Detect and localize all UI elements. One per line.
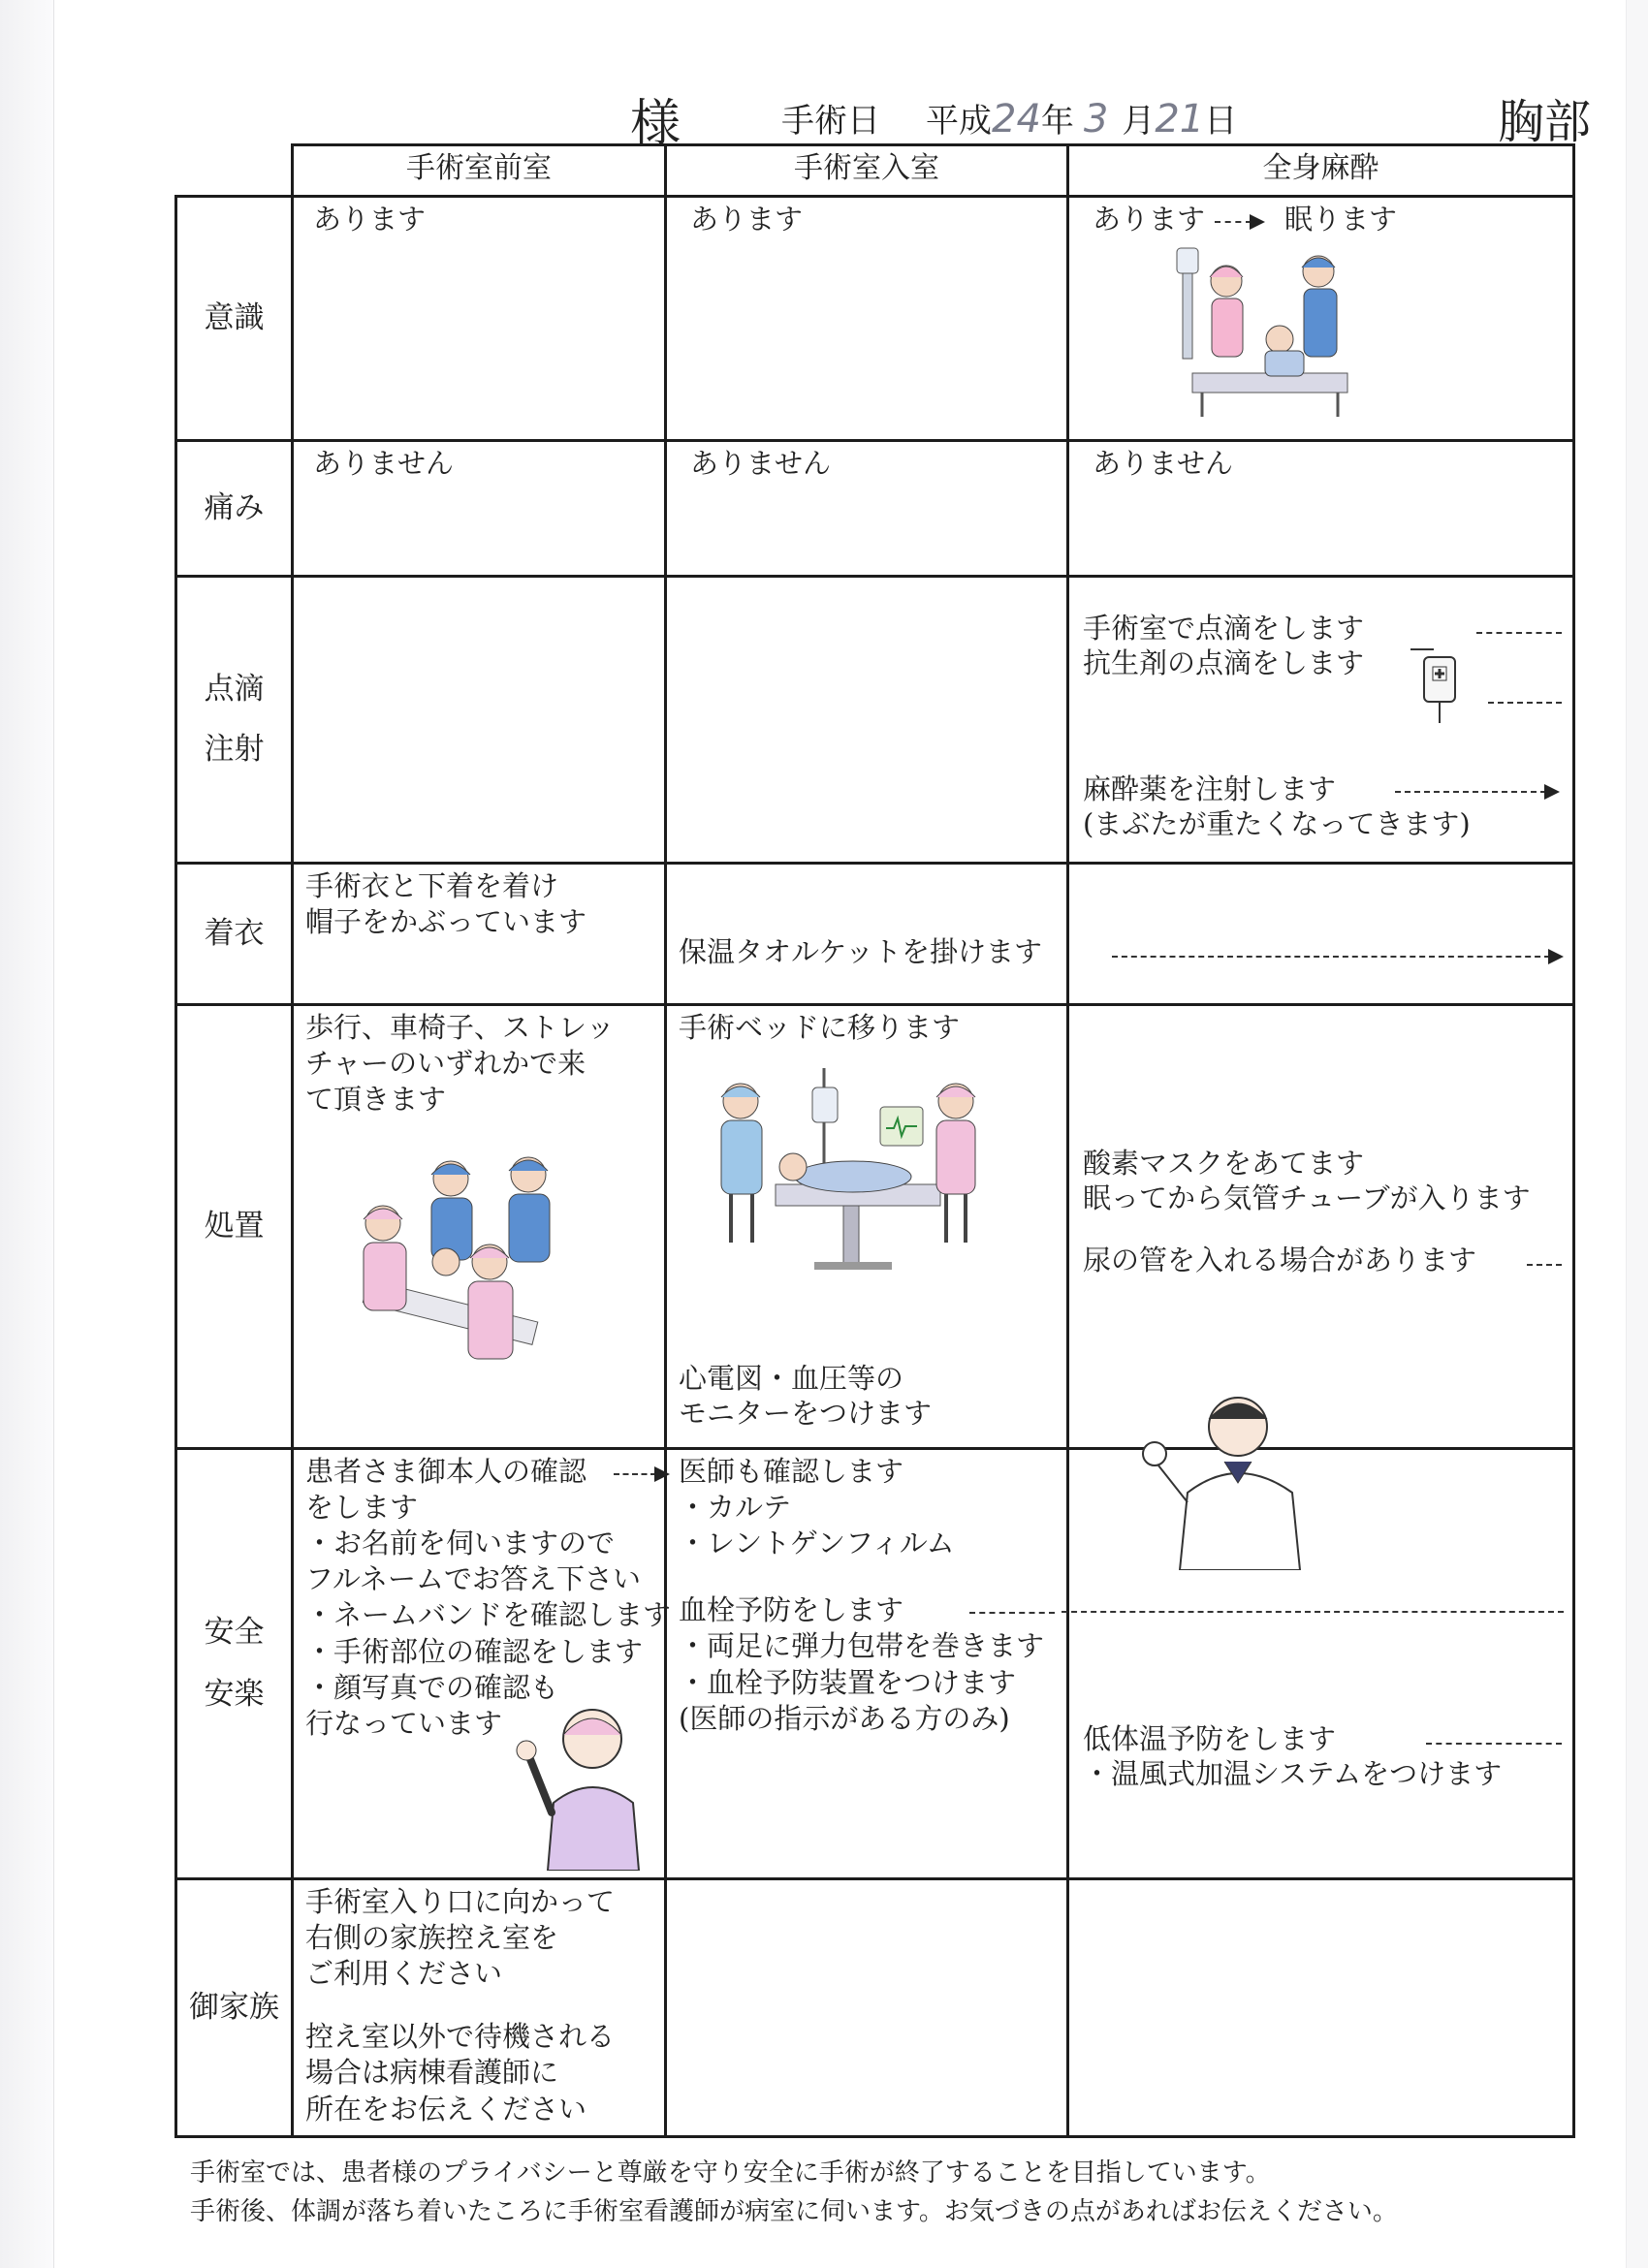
treatment-anesthesia: 酸素マスクをあてます 眠ってから気管チューブが入ります 尿の管を入れる場合があります — [1068, 1005, 1574, 1449]
treatment-room-entry: 手術ベッドに移ります 心電図・血圧等の モニターをつけます — [666, 1005, 1068, 1449]
page-right-edge — [1626, 0, 1648, 2268]
column-header-general-anesthesia: 全身麻酔 — [1068, 145, 1574, 197]
row-label-treatment: 処置 — [176, 1005, 293, 1449]
family-anteroom: 手術室入り口に向かって 右側の家族控え室を ご利用ください 控え室以外で待機される 場合は病棟看護師に 所在をお伝えください — [293, 1879, 666, 2137]
treatment-anteroom: 歩行、車椅子、ストレッ チャーのいずれかで来 て頂きます — [293, 1005, 666, 1449]
consciousness-anesthesia: あります 眠ります — [1068, 197, 1574, 441]
patient-name-suffix: 様 — [630, 95, 681, 153]
pain-room-entry: ありません — [666, 441, 1068, 577]
handwritten-month: 3 — [1083, 97, 1109, 142]
family-anesthesia — [1068, 1879, 1574, 2137]
infusion-anteroom — [293, 577, 666, 864]
row-label-safety-comfort: 安全 安楽 — [176, 1449, 293, 1879]
safety-anteroom: 患者さま御本人の確認 をします ・お名前を伺いますので フルネームでお答え下さい ・ネームバンドを確認します ・手術部位の確認をします ・顔写真での確認も 行なっています — [293, 1449, 666, 1879]
pain-anesthesia: ありません — [1068, 441, 1574, 577]
safety-anesthesia: 低体温予防をします ・温風式加温システムをつけます — [1068, 1449, 1574, 1879]
nurses-transfer-illustration — [344, 1146, 577, 1378]
page-left-edge — [0, 0, 54, 2268]
page-header — [0, 82, 1648, 153]
clothing-room-entry: 保温タオルケットを掛けます — [666, 864, 1068, 1005]
handwritten-day: 21 — [1155, 97, 1205, 142]
clothing-anteroom: 手術衣と下着を着け 帽子をかぶっています — [293, 864, 666, 1005]
surgery-date-label: 手術日 — [781, 102, 880, 141]
procedure-title-fragment: 胸部 — [1498, 95, 1592, 149]
row-label-clothing: 着衣 — [176, 864, 293, 1005]
infusion-room-entry — [666, 577, 1068, 864]
row-label-pain: 痛み — [176, 441, 293, 577]
column-header-anteroom: 手術室前室 — [293, 145, 666, 197]
row-label-family: 御家族 — [176, 1879, 293, 2137]
clothing-anesthesia — [1068, 864, 1574, 1005]
row-label-infusion-injection: 点滴 注射 — [176, 577, 293, 864]
consciousness-room-entry: あります — [666, 197, 1068, 441]
surgery-plan-table — [174, 143, 1572, 2138]
footer-note — [190, 2154, 1576, 2232]
infusion-anesthesia: 手術室で点滴をします 抗生剤の点滴をします 麻酔薬を注射します (まぶたが重たくなってきます) — [1068, 577, 1574, 864]
column-header-room-entry: 手術室入室 — [666, 145, 1068, 197]
corner-cell — [176, 145, 293, 197]
pain-anteroom: ありません — [293, 441, 666, 577]
surgery-date: 平成24年 3 月21日 — [926, 97, 1238, 142]
row-label-consciousness: 意識 — [176, 197, 293, 441]
iv-bag-icon — [1410, 644, 1469, 725]
safety-room-entry: 医師も確認します ・カルテ ・レントゲンフィルム 血栓予防をします ・両足に弾力包帯を巻きます ・血栓予防装置をつけます (医師の指示がある方のみ) — [666, 1449, 1068, 1879]
handwritten-year: 24 — [992, 97, 1041, 142]
footer-line-1: 手術室では、患者様のプライバシーと尊厳を守り安全に手術が終了することを目指しています。 — [190, 2158, 1271, 2188]
footer-line-2: 手術後、体調が落ち着いたころに手術室看護師が病室に伺います。お気づきの点があればお伝えください。 — [190, 2197, 1398, 2227]
operating-bed-illustration — [708, 1058, 989, 1281]
family-room-entry — [666, 1879, 1068, 2137]
nurse-waving-illustration — [509, 1696, 654, 1871]
consciousness-anteroom: あります — [293, 197, 666, 441]
surgery-team-illustration — [1173, 242, 1377, 422]
